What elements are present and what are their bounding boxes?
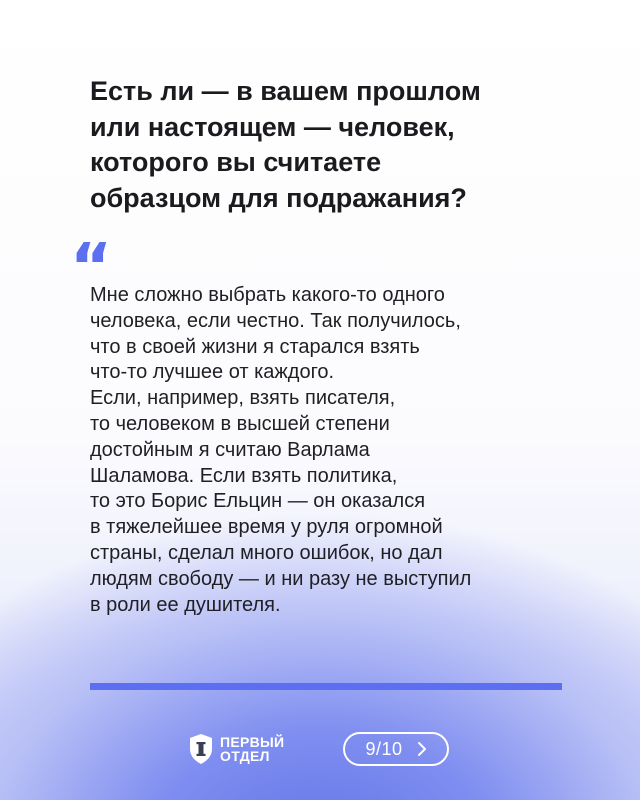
answer-line: людям свободу — и ни разу не выступил	[90, 567, 472, 590]
answer-line: в тяжелейшее время у руля огромной	[90, 516, 443, 539]
question-heading	[90, 74, 560, 216]
shield-icon	[188, 733, 214, 765]
brand-name	[220, 735, 284, 763]
question-line: Есть ли — в вашем прошлом	[90, 76, 481, 106]
answer-line: что в своей жизни я старался взять	[90, 335, 420, 358]
answer-line: человека, если честно. Так получилось,	[90, 309, 461, 332]
brand-name-line1: ПЕРВЫЙ	[220, 734, 285, 750]
answer-line: Мне сложно выбрать какого-то одного	[90, 284, 445, 306]
brand-name-line2: ОТДЕЛ	[220, 748, 270, 764]
answer-line: страны, сделал много ошибок, но дал	[90, 541, 443, 564]
question-line: образцом для подражания?	[90, 182, 467, 213]
answer-line: в роли ее душителя.	[90, 593, 281, 616]
answer-line: что-то лучшее от каждого.	[90, 361, 335, 384]
brand-logo	[188, 733, 284, 765]
answer-line: то это Борис Ельцин — он оказался	[90, 490, 426, 513]
page-indicator: 9/10	[365, 738, 403, 759]
divider-bar	[90, 683, 562, 690]
answer-line: Шаламова. Если взять политика,	[90, 464, 398, 487]
chevron-right-icon	[417, 741, 427, 757]
question-line: которого вы считаете	[90, 147, 382, 177]
answer-line: то человеком в высшей степени	[90, 412, 390, 435]
question-line: или настоящем — человек,	[90, 111, 455, 142]
answer-text	[90, 283, 580, 618]
answer-line: Если, например, взять писателя,	[90, 387, 396, 410]
answer-line: достойным я считаю Варлама	[90, 438, 370, 461]
next-slide-button[interactable]	[343, 732, 449, 766]
quote-mark-icon: “	[70, 231, 111, 305]
